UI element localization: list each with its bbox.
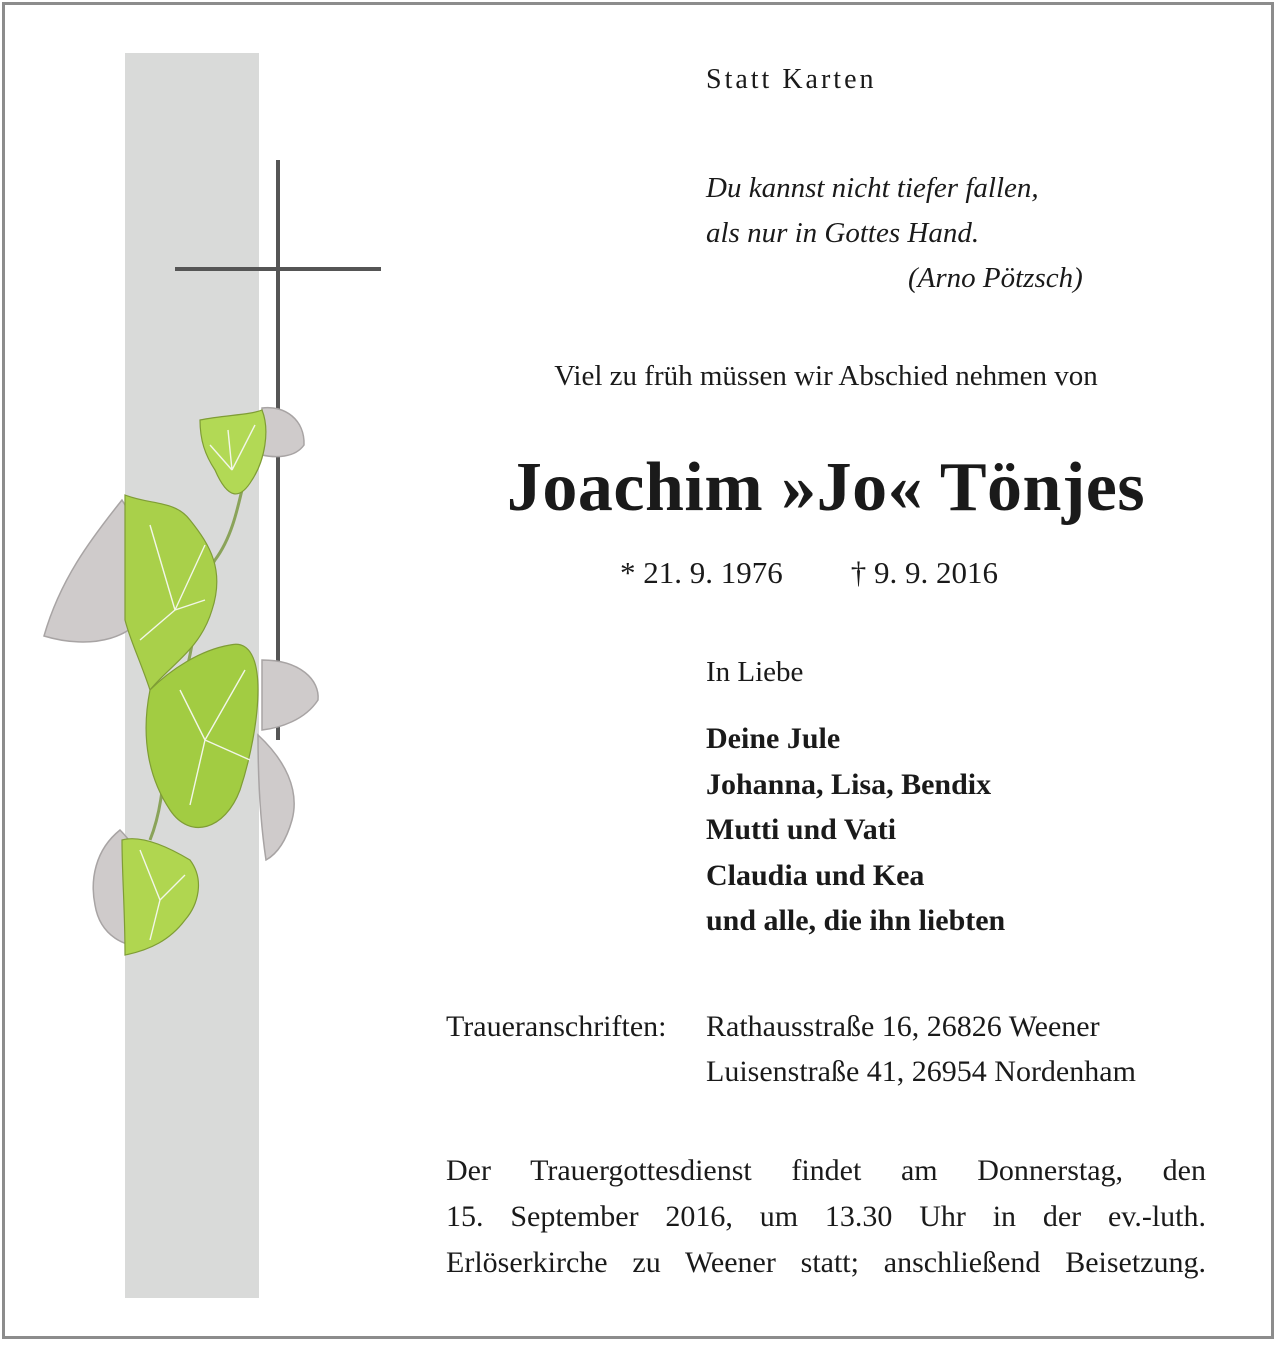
quote-line-1: Du kannst nicht tiefer fallen, (706, 172, 1039, 204)
service-line: Erlöserkirche zu Weener statt; anschließend Beisetzung. (446, 1246, 1206, 1279)
service-line: Der Trauergottesdienst findet am Donnerstag, den (446, 1154, 1206, 1187)
address-line: Luisenstraße 41, 26954 Nordenham (706, 1055, 1136, 1088)
family-member: Claudia und Kea (706, 858, 925, 892)
funeral-service-info (446, 1148, 1206, 1286)
family-list (706, 716, 1005, 944)
life-dates (620, 555, 998, 591)
family-member: Mutti und Vati (706, 813, 897, 846)
in-liebe: In Liebe (706, 656, 804, 688)
deceased-name: Joachim »Jo« Tönjes (506, 449, 1146, 526)
family-member: und alle, die ihn liebten (706, 904, 1006, 937)
address-line: Rathausstraße 16, 26826 Weener (706, 1010, 1100, 1043)
ivy-leaf-grey (258, 735, 294, 860)
bible-quote (706, 166, 1083, 301)
service-line: 15. September 2016, um 13.30 Uhr in der ev.-luth. (446, 1200, 1206, 1233)
death-date: † 9. 9. 2016 (850, 555, 998, 590)
family-member: Deine Jule (706, 722, 841, 755)
intro-line: Viel zu früh müssen wir Abschied nehmen von (554, 360, 1098, 392)
statt-karten: Statt Karten (706, 64, 877, 95)
quote-author: (Arno Pötzsch) (908, 262, 1083, 294)
ivy-leaf-grey (262, 660, 318, 730)
ivy-cross-decoration (0, 0, 400, 1345)
family-member: Johanna, Lisa, Bendix (706, 767, 992, 801)
ivy-leaf-grey (262, 408, 304, 457)
condolence-addresses (446, 1004, 1136, 1094)
birth-date: * 21. 9. 1976 (620, 555, 783, 590)
address-label: Traueranschriften: (446, 1010, 667, 1043)
quote-line-2: als nur in Gottes Hand. (706, 217, 980, 249)
